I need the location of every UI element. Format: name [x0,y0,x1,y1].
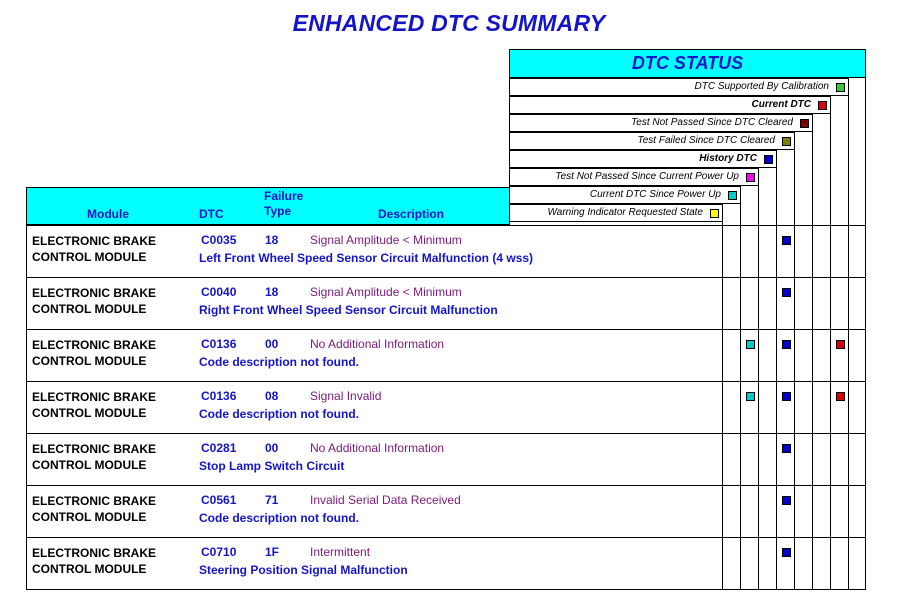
legend-row-bit-5 [509,168,759,186]
status-indicator-bit-6 [746,340,755,349]
legend-swatch [818,101,827,110]
row-failure-description: Signal Amplitude < Minimum [310,285,462,299]
legend-label: History DTC [699,153,757,164]
row-failure-description: No Additional Information [310,441,445,455]
row-failure-description: Invalid Serial Data Received [310,493,461,507]
legend-row-bit-3 [509,132,795,150]
legend-row-bit-7 [509,204,723,222]
status-indicator-bit-4 [782,548,791,557]
legend-swatch [764,155,773,164]
legend-swatch [728,191,737,200]
status-column-line [722,204,723,590]
status-column-line [740,186,741,590]
row-failure-type: 00 [265,337,279,351]
legend-label: Warning Indicator Requested State [547,207,703,218]
row-code-description: Code description not found. [199,511,359,525]
status-indicator-bit-4 [782,236,791,245]
legend-swatch [800,119,809,128]
status-column-line [794,132,795,590]
status-indicator-bit-4 [782,444,791,453]
row-failure-description: No Additional Information [310,337,445,351]
status-column-edge [865,78,866,590]
header-description: Description [378,207,445,221]
row-failure-type: 18 [265,285,279,299]
legend-label: DTC Supported By Calibration [694,81,829,92]
row-dtc-code: C0040 [201,285,237,299]
row-failure-type: 08 [265,389,279,403]
row-module: ELECTRONIC BRAKE CONTROL MODULE [32,390,157,420]
header-module: Module [87,207,129,221]
row-code-description: Left Front Wheel Speed Sensor Circuit Malfunction (4 wss) [199,251,534,265]
row-failure-type: 18 [265,233,279,247]
legend-row-bit-4 [509,150,777,168]
row-dtc-code: C0136 [201,389,237,403]
status-column-line [758,168,759,590]
table-header [26,187,510,225]
row-code-description: Stop Lamp Switch Circuit [199,459,345,473]
row-module: ELECTRONIC BRAKE CONTROL MODULE [32,546,157,576]
status-indicator-bit-4 [782,288,791,297]
legend-label: Test Failed Since DTC Cleared [637,135,775,146]
legend-label: Test Not Passed Since DTC Cleared [631,117,793,128]
row-failure-description: Intermittent [310,545,371,559]
row-dtc-code: C0136 [201,337,237,351]
row-code-description: Right Front Wheel Speed Sensor Circuit Malfunction [199,303,498,317]
status-column-line [830,96,831,590]
legend-row-bit-2 [509,114,813,132]
status-column-line [848,78,849,590]
row-failure-type: 00 [265,441,279,455]
status-indicator-bit-1 [836,392,845,401]
legend-row-bit-0 [509,78,849,96]
status-column-line [812,114,813,590]
legend-label: Current DTC Since Power Up [589,189,721,200]
row-code-description: Steering Position Signal Malfunction [199,563,408,577]
status-indicator-bit-1 [836,340,845,349]
page-title: ENHANCED DTC SUMMARY [292,10,606,36]
row-module: ELECTRONIC BRAKE CONTROL MODULE [32,338,157,368]
header-dtc: DTC [199,207,224,221]
row-module: ELECTRONIC BRAKE CONTROL MODULE [32,286,157,316]
row-dtc-code: C0710 [201,545,237,559]
legend-swatch [782,137,791,146]
dtc-status-header: DTC STATUS [509,49,866,78]
row-failure-type: 71 [265,493,279,507]
legend-swatch [746,173,755,182]
legend-row-bit-6 [509,186,741,204]
row-dtc-code: C0281 [201,441,237,455]
legend-label: Test Not Passed Since Current Power Up [555,171,739,182]
row-failure-description: Signal Invalid [310,389,382,403]
row-code-description: Code description not found. [199,355,359,369]
status-column-line [776,150,777,590]
row-dtc-code: C0561 [201,493,237,507]
status-indicator-bit-4 [782,392,791,401]
legend-label: Current DTC [751,99,811,110]
header-failure-type: Failure Type [264,189,304,218]
status-indicator-bit-4 [782,340,791,349]
row-failure-type: 1F [265,545,280,559]
row-module: ELECTRONIC BRAKE CONTROL MODULE [32,234,157,264]
legend-swatch [710,209,719,218]
row-module: ELECTRONIC BRAKE CONTROL MODULE [32,442,157,472]
row-code-description: Code description not found. [199,407,359,421]
row-failure-description: Signal Amplitude < Minimum [310,233,462,247]
status-indicator-bit-4 [782,496,791,505]
row-module: ELECTRONIC BRAKE CONTROL MODULE [32,494,157,524]
row-dtc-code: C0035 [201,233,237,247]
legend-row-bit-1 [509,96,831,114]
legend-swatch [836,83,845,92]
status-indicator-bit-6 [746,392,755,401]
